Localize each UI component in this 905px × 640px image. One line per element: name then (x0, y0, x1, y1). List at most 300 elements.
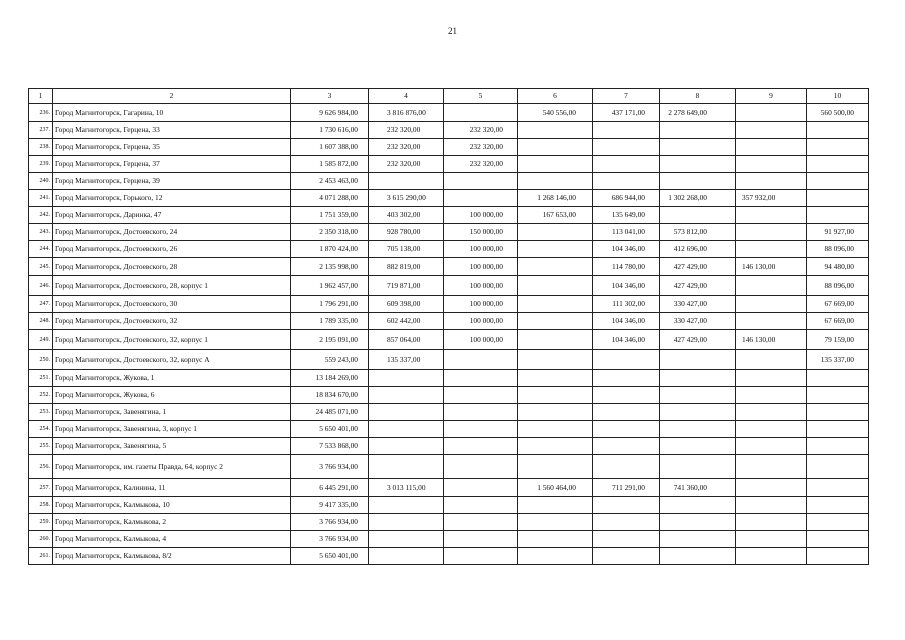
amount-cell-7: 135 649,00 (593, 207, 660, 224)
row-number: 237. (29, 122, 53, 139)
amount-cell-10 (807, 207, 869, 224)
amount-cell-10: 91 927,00 (807, 224, 869, 241)
table-row (29, 224, 869, 241)
amount-cell-3: 7 533 868,00 (291, 438, 369, 455)
amount-cell-9: 146 130,00 (736, 258, 807, 276)
amount-cell-3: 13 184 269,00 (291, 370, 369, 387)
address-cell: Город Магнитогорск, Горького, 12 (53, 190, 291, 207)
amount-cell-8: 1 302 268,00 (660, 190, 736, 207)
address-cell: Город Магнитогорск, Достоевского, 32 (53, 313, 291, 330)
amount-cell-7 (593, 421, 660, 438)
amount-cell-7: 437 171,00 (593, 104, 660, 122)
amount-cell-9 (736, 276, 807, 296)
amount-cell-7 (593, 370, 660, 387)
amount-cell-10 (807, 455, 869, 479)
row-number: 254. (29, 421, 53, 438)
row-number: 248. (29, 313, 53, 330)
amount-cell-8: 412 696,00 (660, 241, 736, 258)
amount-cell-6 (518, 350, 593, 370)
address-cell: Город Магнитогорск, Достоевского, 28, корпус 1 (53, 276, 291, 296)
address-cell: Город Магнитогорск, Герцена, 39 (53, 173, 291, 190)
amount-cell-8 (660, 548, 736, 565)
amount-cell-7 (593, 548, 660, 565)
header-cell: 5 (444, 89, 518, 104)
amount-cell-5 (444, 421, 518, 438)
amount-cell-3: 24 485 071,00 (291, 404, 369, 421)
row-number: 242. (29, 207, 53, 224)
table-row (29, 387, 869, 404)
amount-cell-8: 741 360,00 (660, 479, 736, 497)
amount-cell-7 (593, 404, 660, 421)
table-row (29, 421, 869, 438)
amount-cell-5 (444, 190, 518, 207)
amount-cell-9 (736, 479, 807, 497)
amount-cell-6: 167 653,00 (518, 207, 593, 224)
address-cell: Город Магнитогорск, Калмыкова, 8/2 (53, 548, 291, 565)
header-cell: 6 (518, 89, 593, 104)
address-cell: Город Магнитогорск, Достоевского, 30 (53, 296, 291, 313)
amount-cell-9 (736, 370, 807, 387)
amount-cell-10 (807, 139, 869, 156)
amount-cell-10 (807, 404, 869, 421)
amount-cell-7 (593, 156, 660, 173)
amount-cell-6 (518, 421, 593, 438)
amount-cell-5: 232 320,00 (444, 139, 518, 156)
amount-cell-8: 427 429,00 (660, 330, 736, 350)
amount-cell-9 (736, 350, 807, 370)
amount-cell-8: 427 429,00 (660, 258, 736, 276)
amount-cell-5: 100 000,00 (444, 207, 518, 224)
amount-cell-3: 2 135 998,00 (291, 258, 369, 276)
row-number: 260. (29, 531, 53, 548)
amount-cell-7: 104 346,00 (593, 330, 660, 350)
amount-cell-6: 1 560 464,00 (518, 479, 593, 497)
amount-cell-5 (444, 455, 518, 479)
amount-cell-7 (593, 173, 660, 190)
amount-cell-4: 719 871,00 (369, 276, 444, 296)
amount-cell-3: 5 650 401,00 (291, 421, 369, 438)
table-row (29, 438, 869, 455)
table-row (29, 497, 869, 514)
amount-cell-7 (593, 438, 660, 455)
amount-cell-3: 1 789 335,00 (291, 313, 369, 330)
amount-cell-4: 135 337,00 (369, 350, 444, 370)
amount-cell-3: 2 453 463,00 (291, 173, 369, 190)
amount-cell-7: 711 291,00 (593, 479, 660, 497)
amount-cell-9 (736, 421, 807, 438)
amount-cell-5: 100 000,00 (444, 296, 518, 313)
amount-cell-6 (518, 156, 593, 173)
amount-cell-6 (518, 224, 593, 241)
amount-cell-6 (518, 296, 593, 313)
amount-cell-8 (660, 455, 736, 479)
amount-cell-6 (518, 387, 593, 404)
amount-cell-10 (807, 531, 869, 548)
amount-cell-5 (444, 514, 518, 531)
table-row (29, 241, 869, 258)
address-cell: Город Магнитогорск, Достоевского, 24 (53, 224, 291, 241)
amount-cell-4 (369, 531, 444, 548)
header-cell: 8 (660, 89, 736, 104)
amount-cell-7 (593, 387, 660, 404)
amount-cell-5: 100 000,00 (444, 241, 518, 258)
amount-cell-6 (518, 122, 593, 139)
amount-cell-4 (369, 173, 444, 190)
table-row (29, 122, 869, 139)
amount-cell-4 (369, 421, 444, 438)
amount-cell-5 (444, 173, 518, 190)
row-number: 243. (29, 224, 53, 241)
address-cell: Город Магнитогорск, им. газеты Правда, 64, корпус 2 (53, 455, 291, 479)
amount-cell-3: 1 607 388,00 (291, 139, 369, 156)
amount-cell-9 (736, 224, 807, 241)
amount-cell-10 (807, 438, 869, 455)
amount-cell-10 (807, 190, 869, 207)
amount-cell-4: 232 320,00 (369, 139, 444, 156)
amount-cell-7 (593, 139, 660, 156)
amount-cell-3: 1 870 424,00 (291, 241, 369, 258)
amount-cell-10: 67 669,00 (807, 313, 869, 330)
amount-cell-10 (807, 514, 869, 531)
address-cell: Город Магнитогорск, Калмыкова, 4 (53, 531, 291, 548)
row-number: 257. (29, 479, 53, 497)
address-cell: Город Магнитогорск, Гагарина, 10 (53, 104, 291, 122)
row-number: 261. (29, 548, 53, 565)
amount-cell-9 (736, 514, 807, 531)
amount-cell-8 (660, 156, 736, 173)
amount-cell-4 (369, 404, 444, 421)
table-row (29, 276, 869, 296)
amount-cell-4: 857 064,00 (369, 330, 444, 350)
amount-cell-4 (369, 370, 444, 387)
row-number: 239. (29, 156, 53, 173)
amount-cell-9: 146 130,00 (736, 330, 807, 350)
amount-cell-5 (444, 404, 518, 421)
amount-cell-3: 559 243,00 (291, 350, 369, 370)
amount-cell-10 (807, 156, 869, 173)
address-cell: Город Магнитогорск, Завенягина, 3, корпус 1 (53, 421, 291, 438)
amount-cell-5: 232 320,00 (444, 156, 518, 173)
amount-cell-6 (518, 370, 593, 387)
budget-table (28, 88, 869, 565)
amount-cell-3: 1 730 616,00 (291, 122, 369, 139)
address-cell: Город Магнитогорск, Достоевского, 32, корпус А (53, 350, 291, 370)
amount-cell-6: 540 556,00 (518, 104, 593, 122)
header-cell: 4 (369, 89, 444, 104)
table-row (29, 531, 869, 548)
amount-cell-8 (660, 173, 736, 190)
amount-cell-7: 114 780,00 (593, 258, 660, 276)
amount-cell-9 (736, 438, 807, 455)
address-cell: Город Магнитогорск, Калинина, 11 (53, 479, 291, 497)
amount-cell-9 (736, 497, 807, 514)
amount-cell-8 (660, 387, 736, 404)
amount-cell-8 (660, 404, 736, 421)
amount-cell-7: 104 346,00 (593, 276, 660, 296)
amount-cell-7 (593, 122, 660, 139)
amount-cell-9 (736, 156, 807, 173)
amount-cell-5 (444, 548, 518, 565)
amount-cell-9 (736, 387, 807, 404)
address-cell: Город Магнитогорск, Жукова, 6 (53, 387, 291, 404)
row-number: 244. (29, 241, 53, 258)
table-row (29, 350, 869, 370)
row-number: 249. (29, 330, 53, 350)
amount-cell-10 (807, 122, 869, 139)
table-row (29, 156, 869, 173)
amount-cell-7 (593, 514, 660, 531)
amount-cell-8 (660, 139, 736, 156)
row-number: 246. (29, 276, 53, 296)
amount-cell-9 (736, 296, 807, 313)
amount-cell-10 (807, 421, 869, 438)
amount-cell-4: 882 819,00 (369, 258, 444, 276)
table-row (29, 330, 869, 350)
table-row (29, 258, 869, 276)
table-row (29, 207, 869, 224)
amount-cell-10: 560 500,00 (807, 104, 869, 122)
row-number: 255. (29, 438, 53, 455)
amount-cell-4: 928 780,00 (369, 224, 444, 241)
amount-cell-9: 357 932,00 (736, 190, 807, 207)
amount-cell-3: 5 650 401,00 (291, 548, 369, 565)
amount-cell-7 (593, 531, 660, 548)
amount-cell-3: 3 766 934,00 (291, 531, 369, 548)
amount-cell-4: 232 320,00 (369, 122, 444, 139)
amount-cell-7: 104 346,00 (593, 313, 660, 330)
table-body (29, 104, 869, 565)
amount-cell-5 (444, 387, 518, 404)
amount-cell-6 (518, 313, 593, 330)
amount-cell-10: 135 337,00 (807, 350, 869, 370)
amount-cell-8 (660, 421, 736, 438)
amount-cell-9 (736, 122, 807, 139)
table-row (29, 190, 869, 207)
amount-cell-9 (736, 173, 807, 190)
row-number: 245. (29, 258, 53, 276)
amount-cell-7: 686 944,00 (593, 190, 660, 207)
amount-cell-9 (736, 531, 807, 548)
amount-cell-5: 232 320,00 (444, 122, 518, 139)
amount-cell-3: 3 766 934,00 (291, 455, 369, 479)
amount-cell-7: 104 346,00 (593, 241, 660, 258)
table-row (29, 104, 869, 122)
amount-cell-10 (807, 370, 869, 387)
amount-cell-4 (369, 548, 444, 565)
amount-cell-6 (518, 330, 593, 350)
amount-cell-10 (807, 548, 869, 565)
amount-cell-3: 2 195 091,00 (291, 330, 369, 350)
amount-cell-4: 232 320,00 (369, 156, 444, 173)
address-cell: Город Магнитогорск, Жукова, 1 (53, 370, 291, 387)
address-cell: Город Магнитогорск, Завенягина, 1 (53, 404, 291, 421)
amount-cell-4 (369, 387, 444, 404)
amount-cell-3: 6 445 291,00 (291, 479, 369, 497)
amount-cell-9 (736, 548, 807, 565)
amount-cell-3: 1 585 872,00 (291, 156, 369, 173)
page-number: 21 (448, 26, 457, 36)
amount-cell-8 (660, 531, 736, 548)
amount-cell-4: 3 816 876,00 (369, 104, 444, 122)
row-number: 241. (29, 190, 53, 207)
amount-cell-6: 1 268 146,00 (518, 190, 593, 207)
amount-cell-5 (444, 497, 518, 514)
amount-cell-3: 1 751 359,00 (291, 207, 369, 224)
amount-cell-4 (369, 438, 444, 455)
amount-cell-10 (807, 173, 869, 190)
header-cell: 10 (807, 89, 869, 104)
header-cell: 9 (736, 89, 807, 104)
amount-cell-5: 100 000,00 (444, 258, 518, 276)
amount-cell-4: 602 442,00 (369, 313, 444, 330)
amount-cell-6 (518, 404, 593, 421)
amount-cell-8 (660, 514, 736, 531)
address-cell: Город Магнитогорск, Калмыкова, 2 (53, 514, 291, 531)
table-row (29, 173, 869, 190)
amount-cell-6 (518, 173, 593, 190)
amount-cell-10: 88 096,00 (807, 276, 869, 296)
amount-cell-9 (736, 404, 807, 421)
amount-cell-8: 330 427,00 (660, 296, 736, 313)
amount-cell-8 (660, 438, 736, 455)
address-cell: Город Магнитогорск, Герцена, 33 (53, 122, 291, 139)
header-cell: 3 (291, 89, 369, 104)
amount-cell-8 (660, 122, 736, 139)
address-cell: Город Магнитогорск, Герцена, 35 (53, 139, 291, 156)
amount-cell-3: 1 796 291,00 (291, 296, 369, 313)
amount-cell-6 (518, 548, 593, 565)
address-cell: Город Магнитогорск, Достоевского, 28 (53, 258, 291, 276)
amount-cell-5: 100 000,00 (444, 330, 518, 350)
amount-cell-9 (736, 104, 807, 122)
amount-cell-3: 9 626 984,00 (291, 104, 369, 122)
table-row (29, 548, 869, 565)
amount-cell-6 (518, 258, 593, 276)
header-row (29, 89, 869, 104)
address-cell: Город Магнитогорск, Герцена, 37 (53, 156, 291, 173)
amount-cell-5 (444, 479, 518, 497)
header-cell: 1 (29, 89, 53, 104)
amount-cell-5 (444, 531, 518, 548)
amount-cell-8 (660, 370, 736, 387)
amount-cell-8: 573 812,00 (660, 224, 736, 241)
table-row (29, 313, 869, 330)
amount-cell-6 (518, 514, 593, 531)
amount-cell-10: 67 669,00 (807, 296, 869, 313)
table-row (29, 514, 869, 531)
amount-cell-9 (736, 207, 807, 224)
amount-cell-4 (369, 497, 444, 514)
header-cell: 2 (53, 89, 291, 104)
amount-cell-9 (736, 455, 807, 479)
amount-cell-3: 18 834 670,00 (291, 387, 369, 404)
row-number: 247. (29, 296, 53, 313)
row-number: 253. (29, 404, 53, 421)
amount-cell-6 (518, 497, 593, 514)
amount-cell-8: 330 427,00 (660, 313, 736, 330)
amount-cell-6 (518, 139, 593, 156)
amount-cell-7 (593, 350, 660, 370)
address-cell: Город Магнитогорск, Достоевского, 26 (53, 241, 291, 258)
amount-cell-6 (518, 531, 593, 548)
table-row (29, 455, 869, 479)
amount-cell-7 (593, 455, 660, 479)
row-number: 259. (29, 514, 53, 531)
amount-cell-5: 100 000,00 (444, 276, 518, 296)
table-row (29, 296, 869, 313)
row-number: 252. (29, 387, 53, 404)
amount-cell-10 (807, 387, 869, 404)
amount-cell-5 (444, 370, 518, 387)
amount-cell-4: 3 615 290,00 (369, 190, 444, 207)
amount-cell-6 (518, 455, 593, 479)
amount-cell-5: 100 000,00 (444, 313, 518, 330)
amount-cell-4 (369, 455, 444, 479)
amount-cell-10: 94 480,00 (807, 258, 869, 276)
table-row (29, 139, 869, 156)
amount-cell-8 (660, 207, 736, 224)
table-row (29, 370, 869, 387)
amount-cell-3: 3 766 934,00 (291, 514, 369, 531)
amount-cell-4: 3 013 115,00 (369, 479, 444, 497)
row-number: 251. (29, 370, 53, 387)
amount-cell-10: 88 096,00 (807, 241, 869, 258)
amount-cell-3: 2 350 318,00 (291, 224, 369, 241)
row-number: 240. (29, 173, 53, 190)
address-cell: Город Магнитогорск, Калмыкова, 10 (53, 497, 291, 514)
row-number: 236. (29, 104, 53, 122)
amount-cell-9 (736, 139, 807, 156)
amount-cell-8 (660, 350, 736, 370)
amount-cell-10 (807, 497, 869, 514)
amount-cell-8 (660, 497, 736, 514)
amount-cell-3: 1 962 457,00 (291, 276, 369, 296)
amount-cell-10 (807, 479, 869, 497)
amount-cell-4: 705 138,00 (369, 241, 444, 258)
amount-cell-4: 403 302,00 (369, 207, 444, 224)
amount-cell-4: 609 398,00 (369, 296, 444, 313)
amount-cell-9 (736, 313, 807, 330)
amount-cell-6 (518, 438, 593, 455)
amount-cell-10: 79 159,00 (807, 330, 869, 350)
table-row (29, 479, 869, 497)
row-number: 256. (29, 455, 53, 479)
row-number: 250. (29, 350, 53, 370)
amount-cell-8: 2 278 649,00 (660, 104, 736, 122)
amount-cell-7 (593, 497, 660, 514)
amount-cell-3: 4 071 288,00 (291, 190, 369, 207)
amount-cell-5 (444, 104, 518, 122)
address-cell: Город Магнитогорск, Завенягина, 5 (53, 438, 291, 455)
amount-cell-5: 150 000,00 (444, 224, 518, 241)
amount-cell-7: 113 041,00 (593, 224, 660, 241)
amount-cell-7: 111 302,00 (593, 296, 660, 313)
header-cell: 7 (593, 89, 660, 104)
amount-cell-8: 427 429,00 (660, 276, 736, 296)
amount-cell-6 (518, 276, 593, 296)
row-number: 238. (29, 139, 53, 156)
table-row (29, 404, 869, 421)
amount-cell-5 (444, 438, 518, 455)
amount-cell-3: 9 417 335,00 (291, 497, 369, 514)
address-cell: Город Магнитогорск, Достоевского, 32, корпус 1 (53, 330, 291, 350)
row-number: 258. (29, 497, 53, 514)
amount-cell-9 (736, 241, 807, 258)
amount-cell-6 (518, 241, 593, 258)
address-cell: Город Магнитогорск, Даринка, 47 (53, 207, 291, 224)
amount-cell-5 (444, 350, 518, 370)
amount-cell-4 (369, 514, 444, 531)
